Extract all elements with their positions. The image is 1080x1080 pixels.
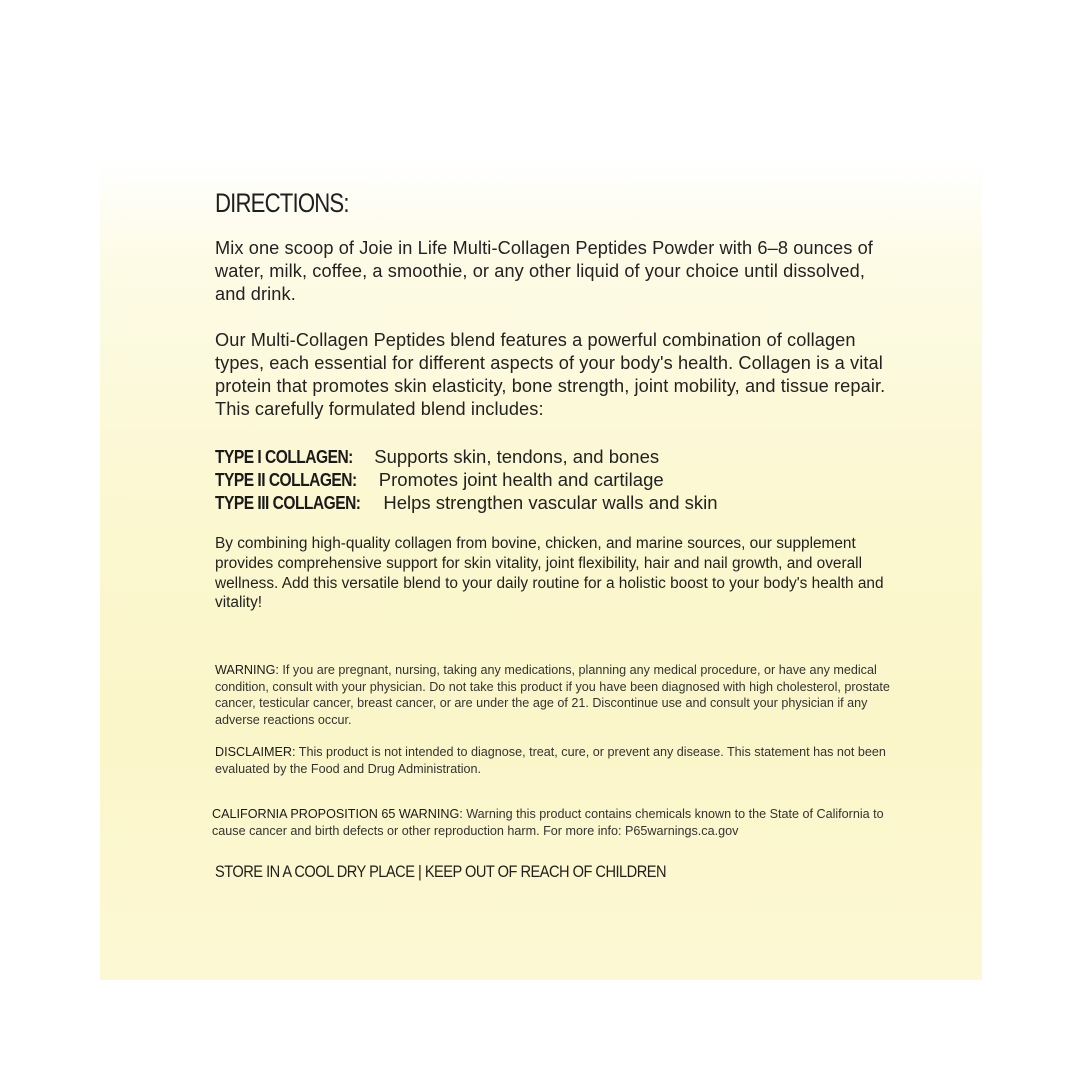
collagen-type-label: TYPE I COLLAGEN: [215,446,353,467]
warning-text: If you are pregnant, nursing, taking any medications, planning any medical procedure, or have any medical condition, consult with your physician. Do not take this product if you have been diagnosed with high cholesterol, prostate cancer, testicular cancer, breast cancer, or are under the age of 21. Discontinue use and consult your physician if any adverse reactions occur. [215,663,890,727]
warning-label: WARNING: [215,663,279,678]
prop65-text: Warning this product contains chemicals known to the State of California to cause cancer and birth defects or other reproduction harm. For more info: P65warnings.ca.gov [212,807,884,838]
label-panel [100,160,982,980]
blend-intro-text: Our Multi-Collagen Peptides blend features a powerful combination of collagen types, each essential for different aspects of your body's health. Collagen is a vital protein that promotes skin elasticity, bone strength, joint mobility, and tissue repair. This carefully formulated blend includes: [215,330,886,419]
collagen-type-label: TYPE II COLLAGEN: [215,469,357,490]
disclaimer-block [215,744,895,777]
warning-block [215,662,895,728]
directions-heading: DIRECTIONS: [215,188,349,218]
prop65-block [212,806,902,839]
prop65-label: CALIFORNIA PROPOSITION 65 WARNING: [212,807,463,822]
collagen-type-label: TYPE III COLLAGEN: [215,492,361,513]
directions-text: Mix one scoop of Joie in Life Multi-Collagen Peptides Powder with 6–8 ounces of water, milk, coffee, a smoothie, or any other liquid of your choice until dissolved, and drink. [215,238,873,304]
collagen-type-row [215,468,895,491]
collagen-types-list [215,445,895,514]
disclaimer-text: This product is not intended to diagnose, treat, cure, or prevent any disease. This statement has not been evaluated by the Food and Drug Administration. [215,745,886,776]
collagen-type-row [215,445,895,468]
collagen-type-text: Helps strengthen vascular walls and skin [383,492,718,513]
disclaimer-label: DISCLAIMER: [215,745,296,760]
sources-text: By combining high-quality collagen from bovine, chicken, and marine sources, our supplement provides comprehensive support for skin vitality, joint flexibility, hair and nail growth, and overall wellness. Add this versatile blend to your daily routine for a holistic boost to your body's health and vitality! [215,535,884,612]
collagen-type-text: Promotes joint health and cartilage [378,469,664,490]
storage-instructions: STORE IN A COOL DRY PLACE | KEEP OUT OF REACH OF CHILDREN [215,862,667,882]
label-content [212,188,895,882]
collagen-type-row [215,491,895,514]
collagen-type-text: Supports skin, tendons, and bones [374,446,660,467]
